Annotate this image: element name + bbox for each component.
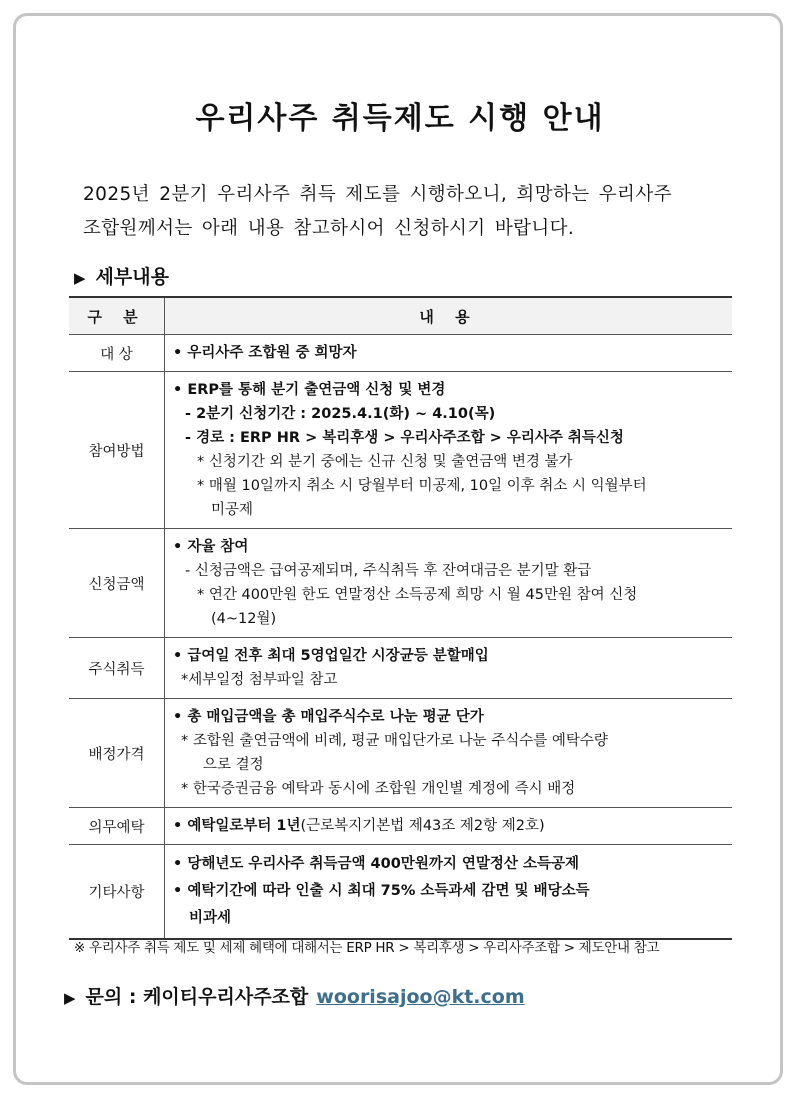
content-line: - 경로 : ERP HR > 복리후생 > 우리사주조합 > 우리사주 취득신청 — [185, 430, 624, 446]
content-line: • 자율 참여 — [173, 539, 249, 555]
row-content — [165, 335, 733, 372]
intro-line-1: 2025년 2분기 우리사주 취득 제도를 시행하오니, 희망하는 우리사주 — [83, 184, 672, 205]
content-line: 비과세 — [189, 910, 232, 926]
intro-line-2: 조합원께서는 아래 내용 참고하시어 신청하시기 바랍니다. — [83, 218, 575, 239]
contact-line — [64, 982, 525, 1009]
table-row — [69, 638, 732, 699]
content-line: * 매월 10일까지 취소 시 당월부터 미공제, 10일 이후 취소 시 익월부터 — [197, 478, 647, 494]
content-line-bold: • 예탁일로부터 1년 — [173, 818, 301, 834]
row-content — [165, 529, 733, 638]
content-line: * 연간 400만원 한도 연말정산 소득공제 희망 시 월 45만원 참여 신청 — [197, 587, 638, 603]
header-content: 내 용 — [419, 307, 478, 326]
row-category: 의무예탁 — [69, 808, 165, 845]
triangle-right-icon: ▶ — [64, 989, 76, 1007]
table-row — [69, 529, 732, 638]
content-line: - 2분기 신청기간 : 2025.4.1(화) ~ 4.10(목) — [185, 406, 496, 422]
triangle-right-icon: ▶ — [74, 269, 86, 287]
content-line: 미공제 — [211, 502, 254, 518]
content-line: • 당해년도 우리사주 취득금액 400만원까지 연말정산 소득공제 — [173, 856, 579, 872]
section-heading — [74, 262, 169, 289]
page-title: 우리사주 취득제도 시행 안내 — [195, 101, 605, 136]
content-line: • 급여일 전후 최대 5영업일간 시장균등 분할매입 — [173, 648, 489, 664]
row-category: 기타사항 — [69, 845, 165, 940]
content-line: * 조합원 출연금액에 비례, 평균 매입단가로 나눈 주식수를 예탁수량 — [181, 733, 608, 749]
row-category: 신청금액 — [69, 529, 165, 638]
row-content — [165, 808, 733, 845]
header-category: 구 분 — [69, 297, 165, 335]
contact-label: 문의 : 케이티우리사주조합 — [85, 986, 309, 1008]
contact-email-link[interactable]: woorisajoo@kt.com — [316, 986, 525, 1008]
content-line: *세부일정 첨부파일 참고 — [181, 672, 338, 688]
section-heading-label: 세부내용 — [95, 266, 169, 288]
content-line: • 예탁기간에 따라 인출 시 최대 75% 소득과세 감면 및 배당소득 — [173, 883, 590, 899]
row-content — [165, 638, 733, 699]
table-row — [69, 699, 732, 808]
row-category: 주식취득 — [69, 638, 165, 699]
table-row — [69, 808, 732, 845]
content-line: 으로 결정 — [203, 757, 264, 773]
content-line: (4~12월) — [211, 611, 277, 627]
content-line — [173, 814, 732, 838]
content-line: • 우리사주 조합원 중 희망자 — [173, 345, 357, 361]
row-category: 참여방법 — [69, 372, 165, 529]
row-content — [165, 845, 733, 940]
content-line: • ERP를 통해 분기 출연금액 신청 및 변경 — [173, 382, 446, 398]
row-category: 배정가격 — [69, 699, 165, 808]
row-category: 대 상 — [69, 335, 165, 372]
table-row — [69, 335, 732, 372]
content-line: * 한국증권금융 예탁과 동시에 조합원 개인별 계정에 즉시 배정 — [181, 781, 576, 797]
footnote: ※ 우리사주 취득 제도 및 세제 혜택에 대해서는 ERP HR > 복리후생 > 우리사주조합 > 제도안내 참고 — [74, 940, 660, 956]
intro-paragraph — [83, 178, 733, 246]
details-table — [69, 296, 732, 940]
table-header-row — [69, 297, 732, 335]
content-line-regular: (근로복지기본법 제43조 제2항 제2호) — [300, 818, 545, 834]
content-line: • 총 매입금액을 총 매입주식수로 나눈 평균 단가 — [173, 709, 484, 725]
content-line: - 신청금액은 급여공제되며, 주식취득 후 잔여대금은 분기말 환급 — [185, 563, 592, 579]
content-line: * 신청기간 외 분기 중에는 신규 신청 및 출연금액 변경 불가 — [197, 454, 573, 470]
row-content — [165, 699, 733, 808]
table-row — [69, 845, 732, 940]
table-row — [69, 372, 732, 529]
row-content — [165, 372, 733, 529]
